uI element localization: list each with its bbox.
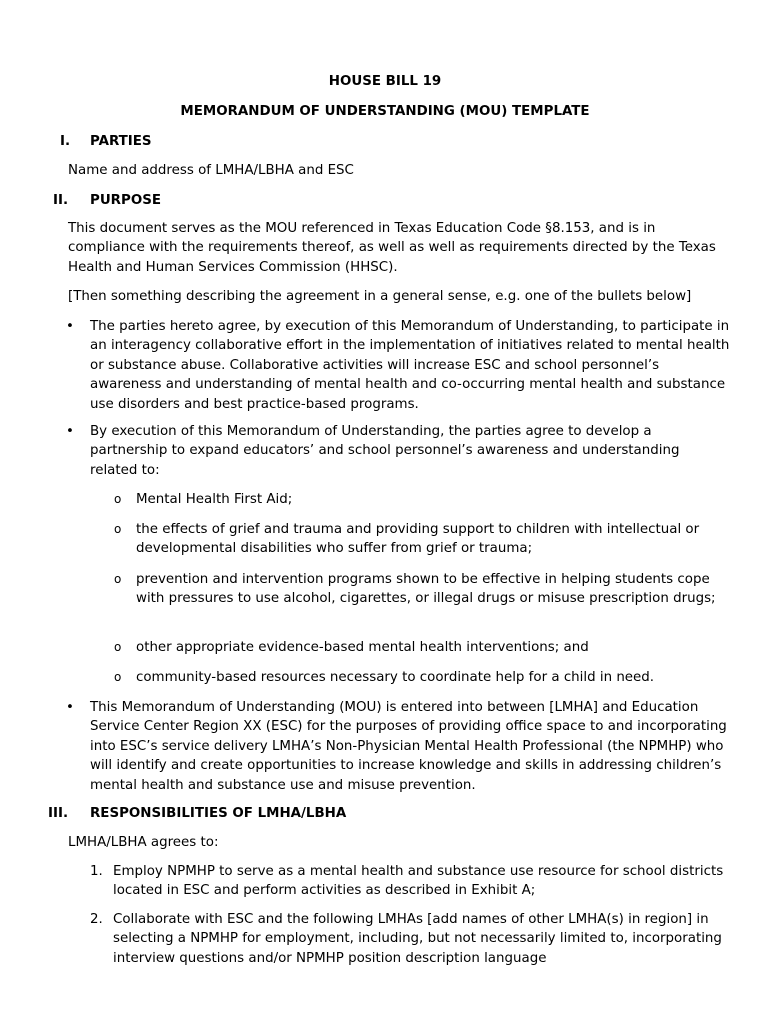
- bullet-item: By execution of this Memorandum of Understanding, the parties agree to develop a partnership to expand educators’ and school personnel’s awareness and understanding related to:: [90, 424, 680, 478]
- sub-bullet-item: Mental Health First Aid;: [136, 492, 293, 507]
- section-number: III.: [48, 806, 69, 821]
- numbered-item: Employ NPMHP to serve as a mental health and substance use resource for school districts located in ESC and perform activities as described in Exhibit A;: [113, 864, 724, 899]
- list-number: 1.: [90, 864, 103, 879]
- section-title-parties: PARTIES: [90, 134, 152, 149]
- list-number: 2.: [90, 912, 103, 927]
- document-title: HOUSE BILL 19: [328, 74, 442, 89]
- sub-bullet-item: other appropriate evidence-based mental health interventions; and: [136, 640, 589, 655]
- sub-bullet-marker: o: [114, 492, 122, 506]
- paragraph: Name and address of LMHA/LBHA and ESC: [68, 163, 354, 178]
- sub-bullet-marker: o: [114, 640, 122, 654]
- section-number: I.: [60, 134, 71, 149]
- sub-bullet-marker: o: [114, 522, 122, 536]
- bullet-marker: •: [66, 700, 74, 715]
- sub-bullet-marker: o: [114, 572, 122, 586]
- section-title-responsibilities: RESPONSIBILITIES OF LMHA/LBHA: [90, 806, 347, 821]
- sub-bullet-marker: o: [114, 670, 122, 684]
- sub-bullet-item: community-based resources necessary to coordinate help for a child in need.: [136, 670, 655, 685]
- bullet-marker: •: [66, 319, 74, 334]
- paragraph: This document serves as the MOU referenced in Texas Education Code §8.153, and is in compliance with the requirements thereof, as well as well as requirements directed by the Texas Health and Human Services Commission (HHSC).: [68, 221, 716, 275]
- section-number: II.: [53, 193, 69, 208]
- bullet-item: This Memorandum of Understanding (MOU) is entered into between [LMHA] and Education Service Center Region XX (ESC) for the purposes of providing office space to and incorporating into ESC’s service delivery LMHA’s Non-Physician Mental Health Professional (the NPMHP) who will identify and create opportunities to increase knowledge and skills in addressing children’s mental health and substance use and misuse prevention.: [90, 700, 727, 793]
- bullet-item: The parties hereto agree, by execution of this Memorandum of Understanding, to participate in an interagency collaborative effort in the implementation of initiatives related to mental health or substance abuse. Collaborative activities will increase ESC and school personnel’s awareness and understanding of mental health and co-occurring mental health and substance use disorders and best practice-based programs.: [90, 319, 730, 412]
- paragraph: LMHA/LBHA agrees to:: [68, 835, 219, 850]
- numbered-item: Collaborate with ESC and the following LMHAs [add names of other LMHA(s) in region] in selecting a NPMHP for employment, including, but not necessarily limited to, incorporating interview questions and/or NPMHP position description language: [113, 912, 722, 966]
- bullet-marker: •: [66, 424, 74, 439]
- sub-bullet-item: prevention and intervention programs shown to be effective in helping students cope with pressures to use alcohol, cigarettes, or illegal drugs or misuse prescription drugs;: [136, 572, 716, 607]
- paragraph: [Then something describing the agreement in a general sense, e.g. one of the bullets below]: [68, 289, 692, 304]
- section-title-purpose: PURPOSE: [90, 193, 161, 208]
- sub-bullet-item: the effects of grief and trauma and providing support to children with intellectual or developmental disabilities who suffer from grief or trauma;: [136, 522, 700, 557]
- document-subtitle: MEMORANDUM OF UNDERSTANDING (MOU) TEMPLATE: [180, 104, 590, 119]
